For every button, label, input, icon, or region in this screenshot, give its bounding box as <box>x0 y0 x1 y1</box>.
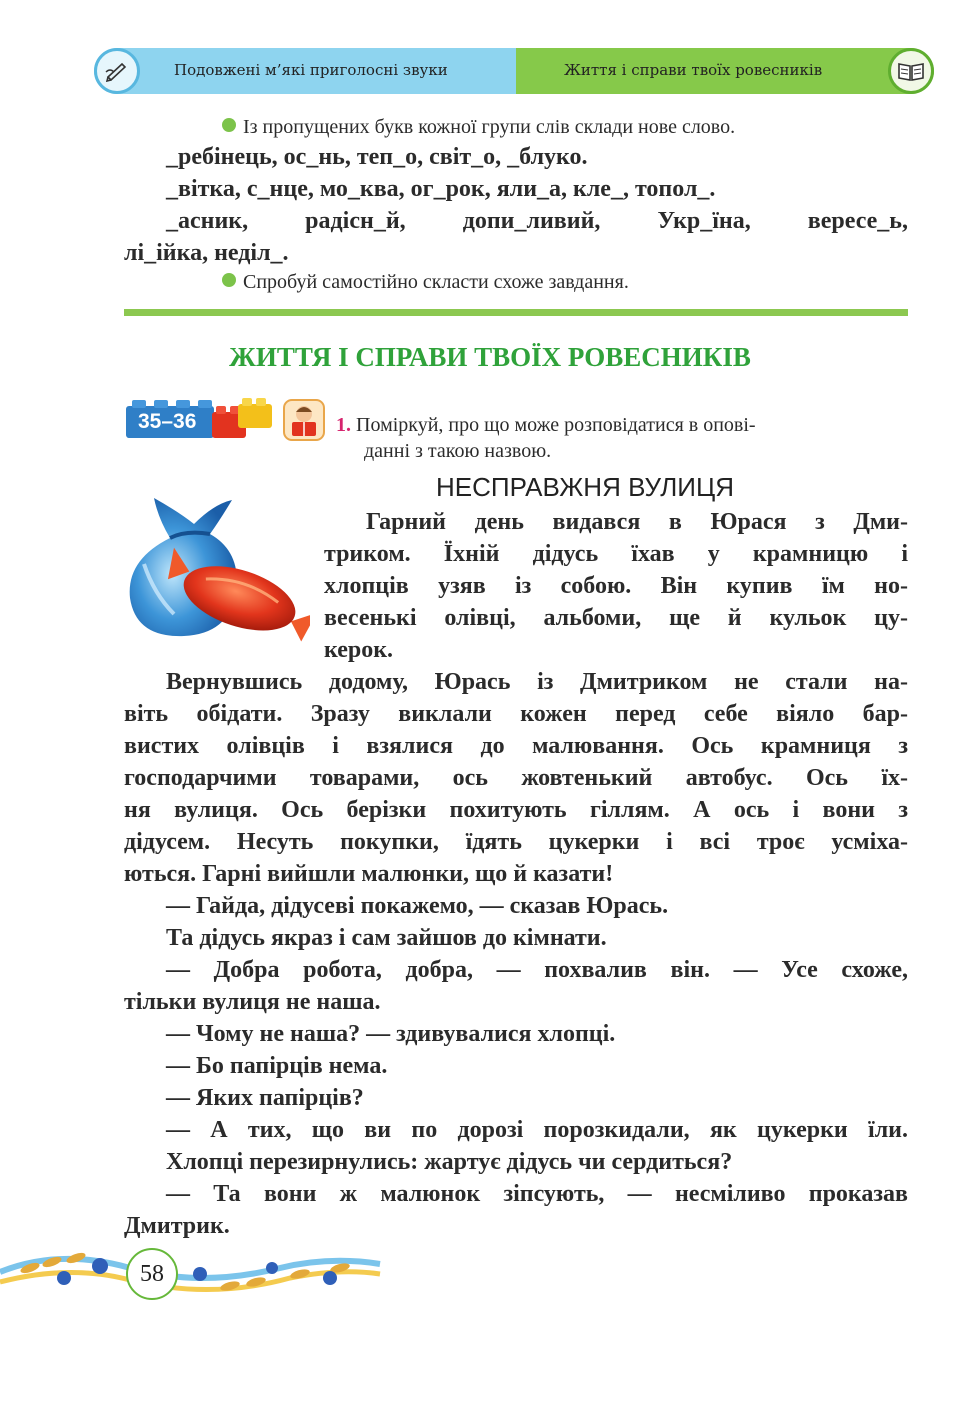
page-header <box>94 48 934 94</box>
header-left-title: Подовжені м’які приголосні звуки <box>174 61 448 79</box>
exercise-line-2: _вітка, с_нце, мо_ква, ог_рок, яли_а, кле_, топол_. <box>166 176 716 202</box>
story-line: — Яких папірців? <box>166 1085 364 1111</box>
story-line: Хлопці перезирнулись: жартує дідусь чи сердиться? <box>166 1149 733 1175</box>
story-line: віть обідати. Зразу виклали кожен перед себе віяло бар- <box>124 701 908 727</box>
story-line: триком. Їхній дідусь їхав у крамницю і <box>324 541 908 567</box>
page-number: 58 <box>126 1248 178 1300</box>
story-line: Вернувшись додому, Юрась із Дмитриком не стали на- <box>166 669 908 695</box>
exercise-instruction-2 <box>222 269 629 295</box>
story-line: — Добра робота, добра, — похвалив він. — Усе схоже, <box>166 957 908 983</box>
story-line: Та дідусь якраз і сам зайшов до кімнати. <box>166 925 607 951</box>
story-line: тільки вулиця не наша. <box>124 989 381 1015</box>
exercise-instruction <box>222 114 735 140</box>
story-line: керок. <box>324 637 394 663</box>
lesson-number: 35–36 <box>138 410 197 433</box>
story-line: вистих олівців і взялися до малювання. Ось крамниця з <box>124 733 908 759</box>
section-title: ЖИТТЯ І СПРАВИ ТВОЇХ РОВЕСНИКІВ <box>229 342 751 372</box>
story-line: ються. Гарні вийшли малюнки, що й казати! <box>124 861 614 887</box>
story-line: — Та вони ж малюнок зіпсують, — несміливо проказав <box>166 1181 908 1207</box>
story-line: хлопців узяв із собою. Він купив їм но- <box>324 573 908 599</box>
section-divider <box>124 309 908 316</box>
exercise-line-4: лі_ійка, неділ_. <box>124 240 289 266</box>
bullet-icon <box>222 118 236 132</box>
story-line: весенькі олівці, альбоми, ще й кульок цу- <box>324 605 908 631</box>
story-line: — Бо папірців нема. <box>166 1053 388 1079</box>
footer-wheat-ornament <box>0 1238 390 1314</box>
story-line: — А тих, що ви по дорозі порозкидали, як цукерки їли. <box>166 1117 908 1143</box>
book-icon <box>888 48 934 94</box>
reading-child-icon <box>282 398 326 442</box>
candy-bag-illustration <box>124 494 310 644</box>
task-line-1: Поміркуй, про що може розповідатися в опові- <box>356 414 756 436</box>
task-1 <box>336 412 756 438</box>
story-line: — Чому не наша? — здивувалися хлопці. <box>166 1021 616 1047</box>
exercise-instruction-2-text: Спробуй самостійно скласти схоже завдання. <box>243 271 629 293</box>
story-line: ня вулиця. Ось берізки похитують гіллям. А ось і вони з <box>124 797 908 823</box>
story-line: господарчими товарами, ось жовтенький автобус. Ось їх- <box>124 765 908 791</box>
bullet-icon <box>222 273 236 287</box>
story-line: — Гайда, дідусеві покажемо, — сказав Юрась. <box>166 893 669 919</box>
header-right-title: Життя і справи твоїх ровесників <box>564 61 823 79</box>
story-line: Дмитрик. <box>124 1213 230 1239</box>
exercise-line-1: _ребінець, ос_нь, теп_о, світ_о, _блуко. <box>166 144 588 170</box>
exercise-line-3: _асник, радісн_й, допи_ливий, Укр_їна, вересе_ь, <box>166 208 908 234</box>
lesson-badge <box>124 396 276 442</box>
exercise-instruction-text: Із пропущених букв кожної групи слів склади нове слово. <box>243 116 736 138</box>
story-title: НЕСПРАВЖНЯ ВУЛИЦЯ <box>436 472 734 502</box>
task-number: 1. <box>336 414 351 436</box>
pen-writing-icon <box>94 48 140 94</box>
story-line: Гарний день видався в Юрася з Дми- <box>366 509 908 535</box>
task-line-2: данні з такою назвою. <box>364 440 552 462</box>
story-line: дідусем. Несуть покупки, їдять цукерки і всі троє усміха- <box>124 829 908 855</box>
